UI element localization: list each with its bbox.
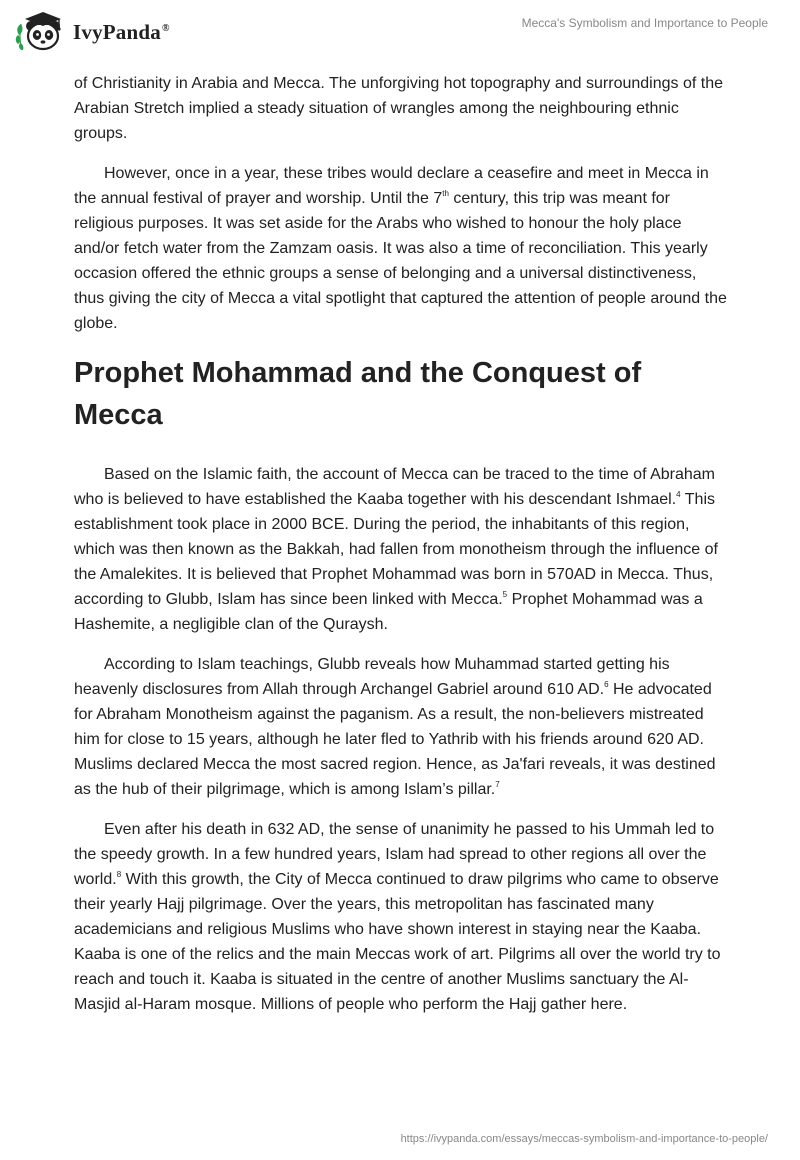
document-title: Mecca's Symbolism and Importance to People <box>521 16 768 30</box>
intro-paragraph-2: However, once in a year, these tribes would declare a ceasefire and meet in Mecca in the annual festival of prayer and worship. Until the 7th century, this trip was meant for religious purposes. It was set aside for the Arabs who wished to honour the holy place and/or fetch water from the Zamzam oasis. It was also a time of reconciliation. This yearly occasion offered the ethnic groups a sense of belonging and a universal distinctiveness, thus giving the city of Mecca a vital spotlight that captured the attention of people around the globe. <box>74 165 727 332</box>
footnote-ref[interactable]: 4 <box>676 490 681 499</box>
ivypanda-logo[interactable] <box>15 8 170 52</box>
page-header <box>0 0 800 60</box>
source-url[interactable]: https://ivypanda.com/essays/meccas-symbolism-and-importance-to-people/ <box>400 1133 768 1145</box>
ordinal-superscript: th <box>442 189 449 198</box>
section-paragraph-1: Based on the Islamic faith, the account of Mecca can be traced to the time of Abraham who is believed to have established the Kaaba together with his descendant Ishmael.$^4$ This establishment took place in 2000 BCE. During the period, the inhabitants of this region, which was then known as the Bakkah, had fallen from monotheism through the influence of the Amalekites. It is believed that Prophet Mohammad was born in 570AD in Mecca. Thus, according to Glubb, Islam has since been linked with Mecca.$^5$ Prophet Mohammad was a Hashemite, a negligible clan of the Quraysh. <box>74 466 718 633</box>
footnote-ref[interactable]: 7 <box>495 780 500 789</box>
brand-name: IvyPanda® <box>73 19 170 44</box>
section-heading: Prophet Mohammad and the Conquest of Mecca <box>74 357 642 431</box>
registered-mark: ® <box>161 22 170 34</box>
footnote-ref[interactable]: 6 <box>604 680 609 689</box>
section-paragraph-3: Even after his death in 632 AD, the sense of unanimity he passed to his Ummah led to the speedy growth. In a few hundred years, Islam had spread to other regions all over the world.$^8$ With this growth, the City of Mecca continued to draw pilgrims who came to observe their yearly Hajj pilgrimage. Over the years, this metropolitan has fascinated many academicians and religious Muslims who have shown interest in staying near the Kaaba. Kaaba is one of the relics and the main Meccas work of art. Pilgrims all over the world try to reach and touch it. Kaaba is situated in the centre of another Muslims sanctuary the Al-Masjid al-Haram mosque. Millions of people who perform the Hajj gather here. <box>74 821 721 1013</box>
panda-graduation-cap-icon <box>15 8 71 52</box>
footnote-ref[interactable]: 5 <box>502 590 508 599</box>
intro-paragraph-1: of Christianity in Arabia and Mecca. The unforgiving hot topography and surroundings of the Arabian Stretch implied a steady situation of wrangles among the neighbouring ethnic groups. <box>74 75 723 142</box>
section-paragraph-2: According to Islam teachings, Glubb reveals how Muhammad started getting his heavenly disclosures from Allah through Archangel Gabriel around 610 AD.$^6$ He advocated for Abraham Monotheism against the paganism. As a result, the non-believers mistreated him for close to 15 years, although he later fled to Yathrib with his friends around 620 AD. Muslims declared Mecca the most sacred region. Hence, as Ja'fari reveals, it was destined as the hub of their pilgrimage, which is among Islam’s pillar.$^7$ <box>74 656 716 798</box>
essay-body <box>74 71 730 1032</box>
footnote-ref[interactable]: 8 <box>116 870 122 879</box>
